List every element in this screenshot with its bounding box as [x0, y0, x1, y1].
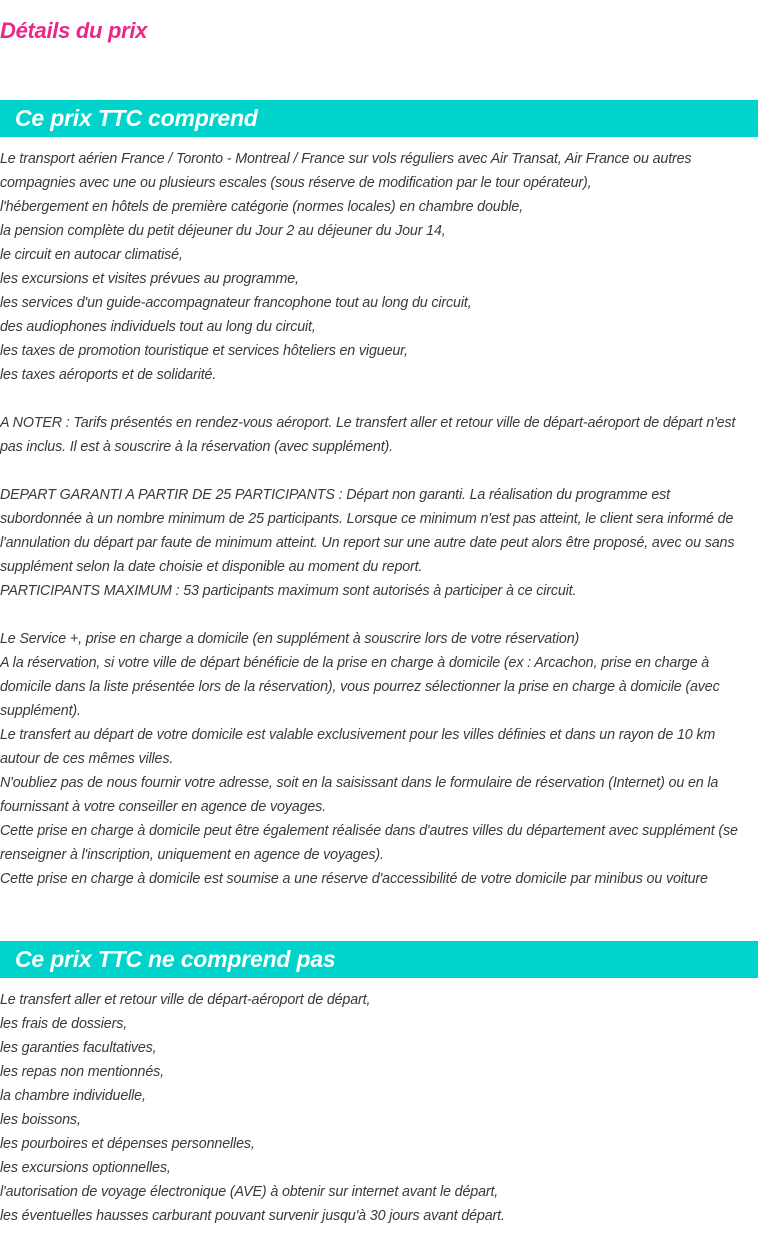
not-included-line: l'autorisation de voyage électronique (AVE) à obtenir sur internet avant le départ, [0, 1184, 499, 1200]
not-included-line: les excursions optionnelles, [0, 1160, 171, 1176]
service-line: Le transfert au départ de votre domicile est valable exclusivement pour les villes définies et dans un rayon de 10 km autour de ces mêmes villes. [0, 727, 716, 767]
included-heading: Ce prix TTC comprend [0, 100, 758, 137]
included-line: le circuit en autocar climatisé, [0, 247, 183, 263]
included-line: l'hébergement en hôtels de première catégorie (normes locales) en chambre double, [0, 199, 524, 215]
spacer [0, 459, 752, 483]
service-line: Cette prise en charge à domicile est soumise a une réserve d'accessibilité de votre domicile par minibus ou voiture [0, 871, 708, 887]
included-section [0, 147, 752, 891]
spacer [0, 387, 752, 411]
included-line: la pension complète du petit déjeuner du Jour 2 au déjeuner du Jour 14, [0, 223, 446, 239]
not-included-line: les repas non mentionnés, [0, 1064, 164, 1080]
included-line: des audiophones individuels tout au long du circuit, [0, 319, 316, 335]
included-line: les services d'un guide-accompagnateur francophone tout au long du circuit, [0, 295, 472, 311]
participants-max-text: PARTICIPANTS MAXIMUM : 53 participants maximum sont autorisés à participer à ce circuit. [0, 583, 577, 599]
service-line: Cette prise en charge à domicile peut être également réalisée dans d'autres villes du département avec supplément (se renseigner à l'inscription, uniquement en agence de voyages). [0, 823, 738, 863]
included-line: les taxes de promotion touristique et services hôteliers en vigueur, [0, 343, 408, 359]
included-line: les taxes aéroports et de solidarité. [0, 367, 217, 383]
not-included-line: les boissons, [0, 1112, 81, 1128]
not-included-line: les frais de dossiers, [0, 1016, 128, 1032]
spacer [0, 603, 752, 627]
included-line: les excursions et visites prévues au programme, [0, 271, 299, 287]
not-included-line: les garanties facultatives, [0, 1040, 157, 1056]
not-included-heading: Ce prix TTC ne comprend pas [0, 941, 758, 978]
page-title: Détails du prix [0, 18, 148, 43]
not-included-line: les éventuelles hausses carburant pouvant survenir jusqu'à 30 jours avant départ. [0, 1208, 505, 1224]
service-line: N'oubliez pas de nous fournir votre adresse, soit en la saisissant dans le formulaire de réservation (Internet) ou en la fournissant à votre conseiller en agence de voyages. [0, 775, 719, 815]
not-included-line: les pourboires et dépenses personnelles, [0, 1136, 255, 1152]
not-included-section [0, 988, 752, 1228]
included-line: Le transport aérien France / Toronto - Montreal / France sur vols réguliers avec Air Transat, Air France ou autres compagnies avec une ou plusieurs escales (sous réserve de modification par le tour opérateur), [0, 151, 692, 191]
not-included-line: Le transfert aller et retour ville de départ-aéroport de départ, [0, 992, 371, 1008]
departure-guarantee-text: DEPART GARANTI A PARTIR DE 25 PARTICIPANTS : Départ non garanti. La réalisation du programme est subordonnée à un nombre minimum de 25 participants. Lorsque ce minimum n'est pas atteint, le client sera informé de l'annulation du départ par faute de minimum atteint. Un report sur une autre date peut alors être proposé, avec ou sans supplément selon la date choisie et disponible au moment du report. [0, 487, 735, 575]
not-included-line: la chambre individuelle, [0, 1088, 146, 1104]
service-line: A la réservation, si votre ville de départ bénéficie de la prise en charge à domicile (ex : Arcachon, prise en charge à domicile dans la liste présentée lors de la réservation), vous pourrez sélectionner la prise en charge à domicile (avec supplément). [0, 655, 720, 719]
service-line: Le Service +, prise en charge a domicile (en supplément à souscrire lors de votre réservation) [0, 631, 580, 647]
note-text: A NOTER : Tarifs présentés en rendez-vous aéroport. Le transfert aller et retour ville de départ-aéroport de départ n'est pas inclus. Il est à souscrire à la réservation (avec supplément). [0, 415, 736, 455]
